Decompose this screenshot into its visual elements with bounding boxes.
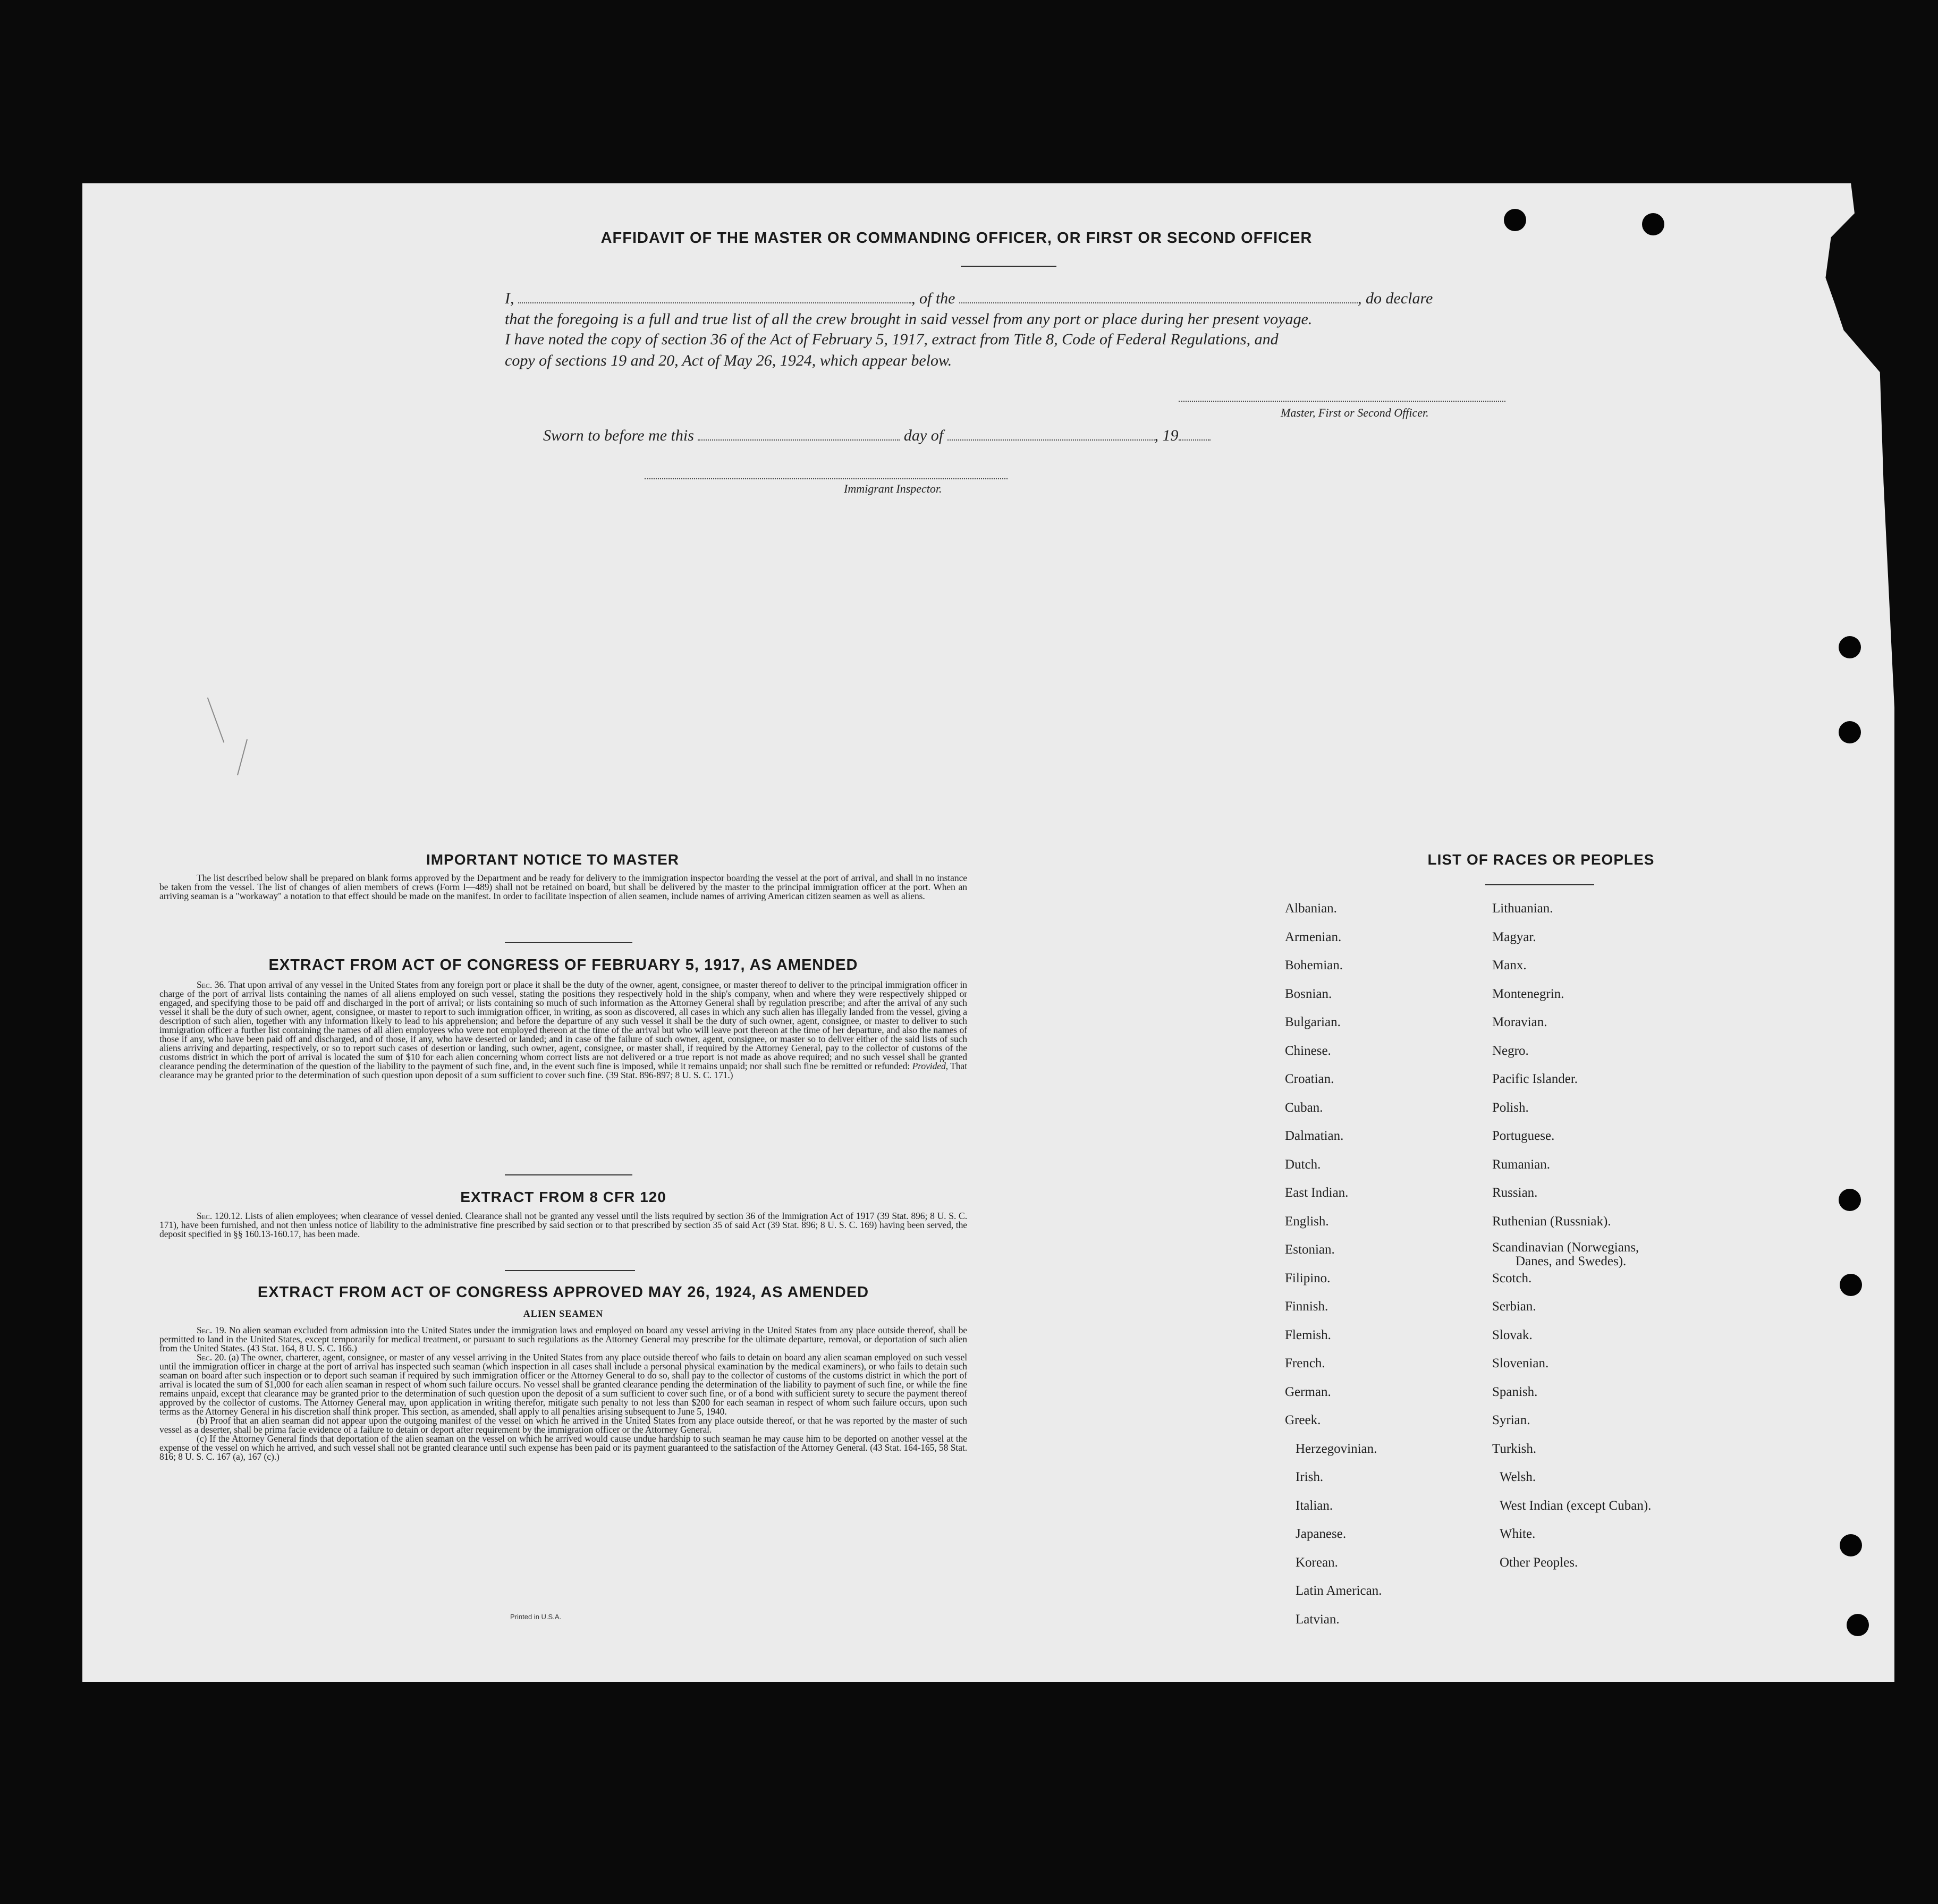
sec-20a-paragraph: [159, 1353, 967, 1416]
sec-36-label: Sec. 36.: [197, 979, 226, 990]
punch-hole: [1840, 1274, 1862, 1296]
inspector-signature-line[interactable]: [645, 477, 1008, 479]
race-item: Manx.: [1492, 958, 1527, 972]
affidavit-declare: , do declare: [1358, 290, 1433, 307]
affidavit-line-1: [505, 290, 1433, 308]
race-item: Bohemian.: [1285, 958, 1343, 972]
affidavit-of-the: , of the: [911, 290, 955, 307]
divider: [505, 942, 632, 943]
printed-in-usa: Printed in U.S.A.: [510, 1613, 562, 1621]
race-item: Slovenian.: [1492, 1356, 1549, 1370]
affidavit-line-3: I have noted the copy of section 36 of the Act of February 5, 1917, extract from Title 8, Code of Federal Regulations, and: [505, 331, 1279, 348]
race-item: Montenegrin.: [1492, 986, 1564, 1001]
extract-cfr-title: EXTRACT FROM 8 CFR 120: [460, 1189, 666, 1205]
extract-1924-text: [159, 1326, 967, 1560]
race-item: Lithuanian.: [1492, 901, 1553, 916]
punch-hole: [1504, 209, 1526, 231]
sec-120-body: Lists of alien employees; when clearance of vessel denied. Clearance shall not be granted any vessel until the lists required by section 36 of the Immigration Act of 1917 (39 Stat. 896; 8 U. S. C. 171), have been furnished, and not then unless notice of liability to the administrative fine prescribed by said section or to that prescribed by section 35 of said Act (39 Stat. 896; 8 U. S. C. 169) having been served, the deposit specified in §§ 160.13-160.17, has been made.: [159, 1211, 967, 1239]
inspector-label: Immigrant Inspector.: [844, 482, 942, 495]
sec-19-paragraph: [159, 1326, 967, 1353]
race-item: Moravian.: [1492, 1015, 1547, 1029]
race-item: Bulgarian.: [1285, 1015, 1341, 1029]
race-item: Bosnian.: [1285, 986, 1332, 1001]
sec-19-label: Sec. 19.: [197, 1325, 226, 1335]
vessel-blank[interactable]: [959, 292, 1358, 303]
alien-seamen-subtitle: ALIEN SEAMEN: [523, 1308, 604, 1319]
race-item: Rumanian.: [1492, 1157, 1551, 1172]
race-item: Estonian.: [1285, 1242, 1335, 1257]
race-item: Latin American.: [1296, 1584, 1382, 1598]
affidavit-i: I,: [505, 290, 514, 307]
punch-hole: [1642, 213, 1664, 235]
race-item: Turkish.: [1492, 1441, 1537, 1456]
affidavit-line-2: that the foregoing is a full and true list of all the crew brought in said vessel from any port or place during her present voyage.: [505, 310, 1313, 328]
name-blank[interactable]: [518, 292, 911, 303]
race-item: Scotch.: [1492, 1271, 1532, 1285]
sworn-year-blank[interactable]: [1179, 429, 1211, 441]
race-item: Herzegovinian.: [1296, 1441, 1377, 1456]
race-item: Greek.: [1285, 1413, 1321, 1427]
notice-title: IMPORTANT NOTICE TO MASTER: [426, 851, 680, 868]
divider: [505, 1174, 632, 1175]
race-item: Armenian.: [1285, 929, 1342, 944]
race-item: Slovak.: [1492, 1327, 1533, 1342]
punch-hole: [1839, 636, 1861, 658]
race-item: White.: [1500, 1527, 1536, 1541]
race-item: Polish.: [1492, 1100, 1529, 1115]
divider: [961, 266, 1056, 267]
race-item: Russian.: [1492, 1186, 1538, 1200]
sec-120-paragraph: [159, 1212, 967, 1239]
sec-36-paragraph: [159, 980, 967, 1080]
race-item: Welsh.: [1500, 1470, 1536, 1484]
master-label: Master, First or Second Officer.: [1281, 406, 1429, 419]
race-item: Albanian.: [1285, 901, 1337, 916]
affidavit-line-4: copy of sections 19 and 20, Act of May 26, 1924, which appear below.: [505, 352, 952, 369]
sworn-year: , 19: [1154, 427, 1179, 444]
sworn-day-of: day of: [903, 427, 944, 444]
race-item: Cuban.: [1285, 1100, 1323, 1115]
sec-36-body: That upon arrival of any vessel in the United States from any foreign port or place it shall be the duty of the owner, agent, consignee, or master thereof to deliver to the principal immigration officer in charge of the port of arrival lists containing the names of all aliens employed on such vessel, stating the positions they respectively hold in the ship's company, when and where they were respectively shipped or engaged, and specifying those to be paid off and discharged in the port of arrival; or lists containing so much of such information as the Attorney General shall by regulation prescribe; and after the arrival of any such vessel it shall be the duty of such owner, agent, consignee, or master to report to such immigration officer, in writing, as soon as discovered, all cases in which any such alien has illegally landed from the vessel, giving a description of such alien, together with any information likely to lead to his apprehension; and before the departure of any such vessel it shall be the duty of such owner, agent, consignee, or master to deliver to such immigration officer a further list containing the names of all alien employees who were not employed thereon at the time of the arrival but who will leave port thereon at the time of her departure, and also the names of those if any, who have been paid off and discharged, and of those, if any, who have deserted or landed; and in case of the failure of such owner, agent, consignee, or master so to deliver either of the said lists of such aliens arriving and departing, respectively, or so to report such cases of desertion or landing, such owner, agent, consignee, or master shall, if required by the Attorney General, pay to the collector of customs of the customs district in which the port of arrival is located the sum of $10 for each alien concerning whom correct lists are not delivered or a true report is not made as above required; and no such vessel shall be granted clearance pending the determination of the question of the liability to the payment of such fine, and, in the event such fine is imposed, while it remains unpaid; nor shall such fine be remitted or refunded:: [159, 979, 968, 1071]
race-item: Dalmatian.: [1285, 1129, 1344, 1143]
race-item: German.: [1285, 1384, 1331, 1399]
races-title: LIST OF RACES OR PEOPLES: [1427, 851, 1655, 868]
punch-hole: [1839, 1189, 1861, 1211]
race-item: Danes, and Swedes).: [1516, 1254, 1627, 1268]
race-item: Pacific Islander.: [1492, 1072, 1578, 1086]
sec-19-body: No alien seaman excluded from admission into the United States under the immigration laws and employed on board any vessel arriving in the United States from any place outside thereof, shall be permitted to land in the United States, except temporarily for medical treatment, or pursuant to such regulations as the Attorney General may prescribe for the ultimate departure, removal, or deportation of such alien from the United States. (43 Stat. 164, 8 U. S. C. 166.): [159, 1325, 967, 1353]
punch-hole: [1839, 721, 1861, 743]
extract-cfr-text: [159, 1212, 967, 1254]
race-item: Latvian.: [1296, 1612, 1340, 1627]
race-item: Other Peoples.: [1500, 1555, 1578, 1570]
notice-text: [159, 874, 967, 927]
divider: [1485, 884, 1594, 885]
race-item: Croatian.: [1285, 1072, 1334, 1086]
punch-hole: [1847, 1614, 1869, 1636]
punch-hole: [1840, 1534, 1862, 1556]
affidavit-title: AFFIDAVIT OF THE MASTER OR COMMANDING OFFICER, OR FIRST OR SECOND OFFICER: [600, 230, 1313, 247]
race-item: Magyar.: [1492, 929, 1536, 944]
race-item: Scandinavian (Norwegians,: [1492, 1240, 1639, 1255]
race-item: East Indian.: [1285, 1186, 1349, 1200]
sec-20a-body: (a) The owner, charterer, agent, consignee, or master of any vessel arriving in the United States from any place outside thereof who fails to detain on board any alien seaman employed on such vessel until the immigration officer in charge at the port of arrival has inspected such seaman (which inspection in all cases shall include a personal physical examination by the medical examiners), or who fails to detain such seaman on board after such inspection or to deport such seaman if required by such immigration officer or the Attorney General to do so, shall pay to the collector of customs of the customs district in which the port of arrival is located the sum of $1,000 for each alien seaman in respect of whom such failure occurs. No vessel shall be granted clearance pending the determination of the liability to payment of such fine, or while the fine remains unpaid, except that clearance may be granted prior to the determination of such question upon the deposit of a sum sufficient to cover such fine, or of a bond with sufficient surety to secure the payment thereof approved by the collector of customs. The Attorney General may, upon application in writing therefor, mitigate such penalty to not less than $200 for each seaman in respect of whom such failure occurs, upon such terms as the Attorney General in his discretion shall think proper. This section, as amended, shall apply to all penalties arising subsequent to June 5, 1940.: [159, 1352, 967, 1417]
sworn-prefix: Sworn to before me this: [543, 427, 694, 444]
sec-36-end: That clearance may be granted prior to the determination of such question upon deposit of a sum sufficient to cover such fine. (39 Stat. 896-897; 8 U. S. C. 171.): [159, 1061, 967, 1080]
race-item: Dutch.: [1285, 1157, 1321, 1172]
sec-120-label: Sec. 120.12.: [197, 1211, 242, 1221]
race-item: Flemish.: [1285, 1327, 1331, 1342]
race-item: Negro.: [1492, 1043, 1529, 1058]
sworn-month-blank[interactable]: [947, 429, 1155, 441]
sworn-line: [543, 427, 1211, 445]
extract-1917-text: [159, 980, 967, 1161]
race-item: French.: [1285, 1356, 1325, 1370]
notice-paragraph: The list described below shall be prepared on blank forms approved by the Department and be ready for delivery to the immigration inspector boarding the vessel at the port of arrival, and shall in no instance be taken from the vessel. The list of changes of alien members of crews (Form I—489) shall not be retained on board, but shall be delivered by the master to the principal immigration officer at the port. When an arriving seaman is a "workaway" a notation to that effect should be made on the manifest. In order to facilitate inspection of alien seamen, include names of arriving American citizen seamen as well as aliens.: [159, 873, 967, 901]
race-item: English.: [1285, 1214, 1329, 1229]
divider: [505, 1270, 635, 1271]
sec-20b-paragraph: (b) Proof that an alien seaman did not appear upon the outgoing manifest of the vessel on which he arrived in the United States from any place outside thereof, or that he was reported by the master of such vessel as a deserter, shall be prima facie evidence of a failure to detain or deport after requirement by the immigration officer or the Attorney General.: [159, 1415, 967, 1435]
race-item: Irish.: [1296, 1470, 1324, 1484]
sec-20c-paragraph: (c) If the Attorney General finds that deportation of the alien seaman on the vessel on which he arrived would cause undue hardship to such seaman he may cause him to be deported on another vessel at the expense of the vessel on which he arrived, and such vessel shall not be granted clearance until such expense has been paid or its payment guaranteed to the satisfaction of the Attorney General. (43 Stat. 164-165, 58 Stat. 816; 8 U. S. C. 167 (a), 167 (c).): [159, 1433, 967, 1462]
race-item: Filipino.: [1285, 1271, 1331, 1285]
race-item: Finnish.: [1285, 1299, 1328, 1314]
sec-20-label: Sec. 20.: [197, 1352, 226, 1363]
race-item: Japanese.: [1296, 1527, 1347, 1541]
race-item: Syrian.: [1492, 1413, 1530, 1427]
race-item: Korean.: [1296, 1555, 1338, 1570]
race-item: Ruthenian (Russniak).: [1492, 1214, 1611, 1229]
race-item: Serbian.: [1492, 1299, 1536, 1314]
provided-word: Provided,: [912, 1061, 948, 1071]
sworn-day-blank[interactable]: [698, 429, 900, 441]
race-item: West Indian (except Cuban).: [1500, 1498, 1652, 1513]
race-item: Spanish.: [1492, 1384, 1538, 1399]
extract-1924-title: EXTRACT FROM ACT OF CONGRESS APPROVED MAY 26, 1924, AS AMENDED: [257, 1284, 869, 1301]
master-signature-line[interactable]: [1179, 400, 1505, 402]
extract-1917-title: EXTRACT FROM ACT OF CONGRESS OF FEBRUARY 5, 1917, AS AMENDED: [268, 957, 858, 974]
race-item: Italian.: [1296, 1498, 1333, 1513]
race-item: Chinese.: [1285, 1043, 1331, 1058]
race-item: Portuguese.: [1492, 1129, 1555, 1143]
